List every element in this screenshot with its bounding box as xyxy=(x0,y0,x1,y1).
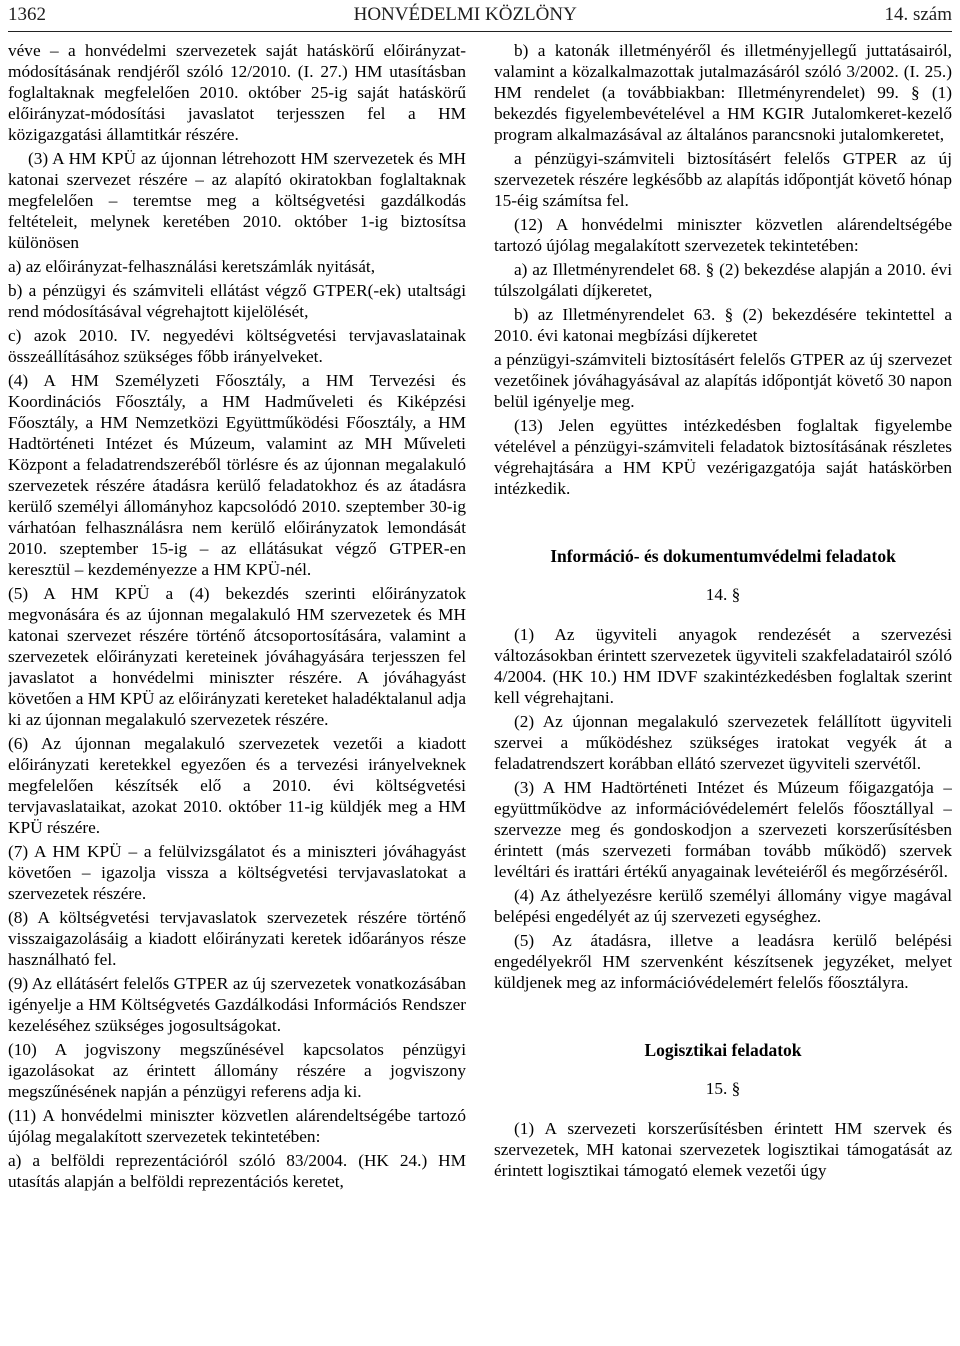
section-number: 15. § xyxy=(705,1079,741,1098)
section-title: Információ- és dokumentumvédelmi feladatok xyxy=(550,546,896,566)
paragraph: (8) A költségvetési tervjavaslatok szervezetek részére történő visszaigazolásáig a kiadott előirányzati keretek időarányos része használható fel. xyxy=(8,908,466,969)
paragraph: (7) A HM KPÜ – a felülvizsgálatot és a miniszteri jóváhagyást követően – igazolja vissza a költségvetési tervjavaslatokat a szervezetek részére. xyxy=(8,842,466,903)
issue-number: 14. szám xyxy=(884,4,952,25)
paragraph: (9) Az ellátásért felelős GTPER az új szervezetek vonatkozásában igényelje a HM Költségvetés Gazdálkodási Információs Rendszer kezeléséhez szükséges jogosultságokat. xyxy=(8,974,466,1035)
paragraph: a pénzügyi-számviteli biztosításért felelős GTPER az új szervezetek részére legkésőbb az alapítás időpontját követő hónap 15-éig számítsa fel. xyxy=(494,149,952,210)
section-number: 14. § xyxy=(705,585,741,604)
spacer xyxy=(494,608,952,624)
section-title: Logisztikai feladatok xyxy=(644,1040,802,1060)
left-column xyxy=(8,40,466,1346)
paragraph: a pénzügyi-számviteli biztosításért felelős GTPER az új szervezet vezetőinek jóváhagyásával az alapítás időpontját követő 30 napon belül igényelje meg. xyxy=(494,350,952,411)
list-item: b) a katonák illetményéről és illetményjellegű juttatásairól, valamint a közalkalmazottak jutalmazásáról szóló 3/2002. (I. 25.) HM rendelet (a továbbiakban: Illetményrendelet) 99. § (1) bekezdés figyelembevételével a HM KGIR Jutalomkeret-kezelő program alkalmazásával az általános parancsnoki jutalomkeretet, xyxy=(494,41,952,144)
paragraph: (4) Az áthelyezésre kerülő személyi állomány vigye magával belépési engedélyét az új szervezeti egységhez. xyxy=(494,886,952,926)
list-item: b) a pénzügyi és számviteli ellátást végző GTPER(-ek) utaltsági rend módosításával végrehajtott kijelölését, xyxy=(8,281,466,321)
paragraph: (13) Jelen együttes intézkedésben foglaltak figyelembe vételével a pénzügyi-számviteli feladatok biztosításának részletes végrehajtására a HM KPÜ vezérigazgatója saját hatáskörben intézkedik. xyxy=(494,416,952,498)
page-number: 1362 xyxy=(8,4,46,25)
list-item: a) a belföldi reprezentációról szóló 83/2004. (HK 24.) HM utasítás alapján a belföldi reprezentációs keretet, xyxy=(8,1151,466,1191)
paragraph: (1) Az ügyviteli anyagok rendezését a szervezési változásokban érintett szervezetek ügyviteli szakfeladatairól szóló 4/2004. (HK 10.) HM IDVF szakintézkedésben foglaltak szerint kell végrehajtani. xyxy=(494,625,952,707)
paragraph: (4) A HM Személyzeti Főosztály, a HM Tervezési és Koordinációs Főosztály, a HM Hadműveleti és Kiképzési Főosztály, a HM Nemzetközi Együttműködési Főosztály, a HM Hadtörténeti Intézet és Múzeum, valamint az MH Műveleti Központ a feladatrendszeréből törlésre és az újonnan megalakuló szervezetek részére átadásra kerülő feladatokhoz és az átadásra kerülő személyi állományhoz kapcsolódó 2010. szeptember 30-ig várhatóan felhasználásra nem kerülő előirányzatok lemondását 2010. szeptember 15-ig – az ellátásukat végző GTPER-en keresztül – kezdeményezze a HM KPÜ-nél. xyxy=(8,371,466,579)
paragraph: véve – a honvédelmi szervezetek saját hatáskörű előirányzat-módosításának rendjéről szóló 12/2010. (I. 27.) HM utasításban foglaltaknak megfelelően 2010. október 25-ig saját hatáskörű előirányzat-módosítási javaslatot terjesszen fel a HM közigazgatási államtitkár részére. xyxy=(8,41,466,144)
paragraph: (10) A jogviszony megszűnésével kapcsolatos pénzügyi igazolásokat az érintett állomány részére a jogviszony megszűnésének napján a pénzügyi referens adja ki. xyxy=(8,1040,466,1101)
list-item: c) azok 2010. IV. negyedévi költségvetési tervjavaslatainak összeállításához szükséges főbb irányelveket. xyxy=(8,326,466,366)
header-rule xyxy=(8,31,952,32)
right-column xyxy=(494,40,952,1346)
journal-title: HONVÉDELMI KÖZLÖNY xyxy=(353,4,577,25)
list-item: b) az Illetményrendelet 63. § (2) bekezdésére tekintettel a 2010. évi katonai megbízási díjkeretet xyxy=(494,305,952,345)
spacer xyxy=(494,996,952,1040)
paragraph: (5) Az átadásra, illetve a leadásra kerülő belépési engedélyekről HM szervenként készítsenek jegyzéket, melyet küldjenek meg az információvédelemért felelős főosztályra. xyxy=(494,931,952,992)
paragraph: (11) A honvédelmi miniszter közvetlen alárendeltségébe tartozó újólag megalakított szervezetek tekintetében: xyxy=(8,1106,466,1146)
spacer xyxy=(494,1102,952,1118)
paragraph: (6) Az újonnan megalakuló szervezetek vezetői a kiadott előirányzati keretekkel egyezően és a tervezési irányelveknek megfelelően készítsék elő a 2010. évi költségvetési tervjavaslataikat, azokat 2010. október 11-ig küldjék meg a HM KPÜ részére. xyxy=(8,734,466,837)
paragraph: (5) A HM KPÜ a (4) bekezdés szerinti előirányzatok megvonására és az újonnan megalakuló HM szervezetek és MH katonai szervezet részére történő átcsoportosítására, valamint a szervezetek előirányzati kereteinek jóváhagyására terjesszen fel javaslatot a honvédelmi miniszter részére. A jóváhagyást követően a HM KPÜ az előirányzati kereteket haladéktalanul adja ki az újonnan megalakuló szervezetek részére. xyxy=(8,584,466,729)
spacer xyxy=(494,502,952,546)
paragraph: (12) A honvédelmi miniszter közvetlen alárendeltségébe tartozó újólag megalakított szervezetek tekintetében: xyxy=(494,215,952,255)
spacer xyxy=(494,1064,952,1078)
spacer xyxy=(494,570,952,584)
paragraph: (3) A HM KPÜ az újonnan létrehozott HM szervezetek és MH katonai szervezet részére – az alapító okiratokban foglaltaknak megfelelően – teremtse meg a költségvetési gazdálkodás feltételeit, melynek keretében 2010. október 1-ig biztosítsa különösen xyxy=(8,149,466,252)
paragraph: (2) Az újonnan megalakuló szervezetek felállított ügyviteli szervei a működéshez szükséges iratokat vegyék át a feladatrendszert korábban ellátó szervezet ügyviteli szervétől. xyxy=(494,712,952,773)
list-item: a) az Illetményrendelet 68. § (2) bekezdése alapján a 2010. évi túlszolgálati díjkeretet, xyxy=(494,260,952,300)
paragraph: (1) A szervezeti korszerűsítésben érintett HM szervek és szervezetek, MH katonai szervezetek logisztikai támogatását az érintett logisztikai támogató elemek vezetői úgy xyxy=(494,1119,952,1180)
page-header xyxy=(8,0,952,30)
list-item: a) az előirányzat-felhasználási keretszámlák nyitását, xyxy=(8,257,376,276)
paragraph: (3) A HM Hadtörténeti Intézet és Múzeum főigazgatója – együttműködve az információvédelemért felelős főosztállyal – szervezze meg és gondoskodjon a szervezeti korszerűsítésben érintett (más szervezeti formában tovább működő) szervek levéltári és irattári értékű anyagainak levéteiéről és megőrzéséről. xyxy=(494,778,952,881)
